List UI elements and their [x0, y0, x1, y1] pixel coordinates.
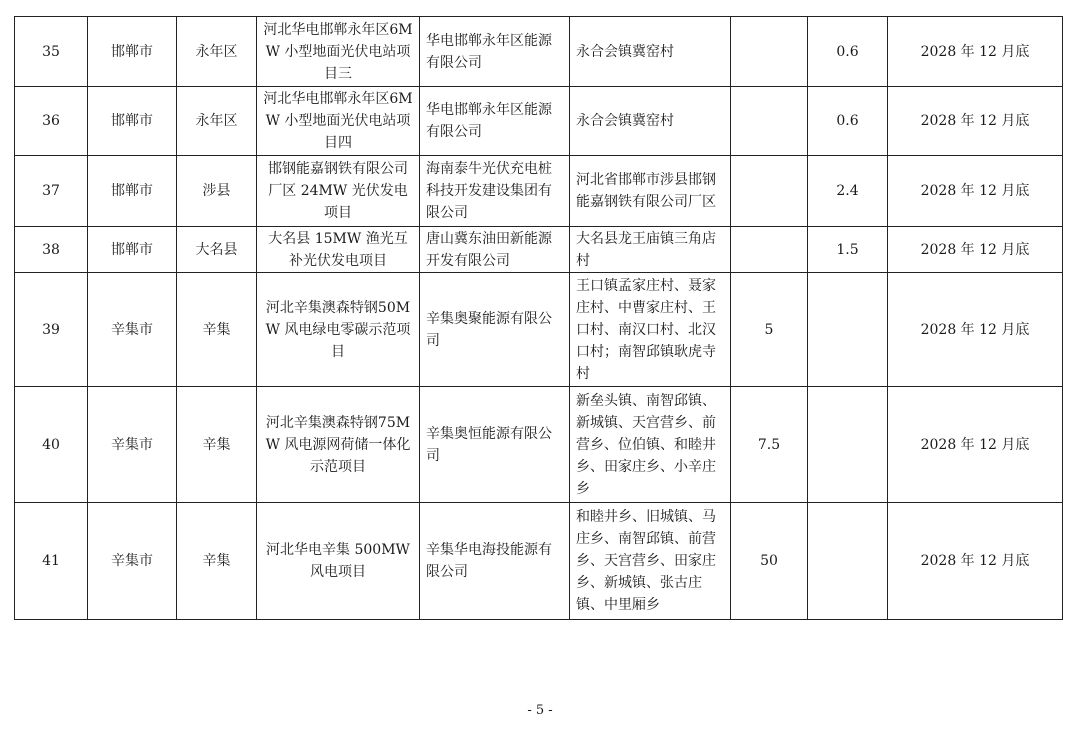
wind-capacity-cell: [731, 17, 808, 87]
city-cell: 辛集市: [88, 503, 177, 620]
solar-capacity-cell: 0.6: [808, 17, 888, 87]
county-cell: 辛集: [177, 387, 257, 503]
solar-capacity-cell: 1.5: [808, 227, 888, 273]
wind-capacity-cell: [731, 156, 808, 227]
company-cell: 辛集奥恒能源有限公司: [420, 387, 570, 503]
row-number: 36: [15, 87, 88, 156]
location-cell: 王口镇孟家庄村、聂家庄村、中曹家庄村、王口村、南汉口村、北汉口村；南智邱镇耿虎寺村: [570, 273, 731, 387]
wind-capacity-cell: 5: [731, 273, 808, 387]
row-number: 37: [15, 156, 88, 227]
deadline-cell: 2028 年 12 月底: [888, 387, 1063, 503]
solar-capacity-cell: 0.6: [808, 87, 888, 156]
wind-capacity-cell: 50: [731, 503, 808, 620]
row-number: 41: [15, 503, 88, 620]
county-cell: 永年区: [177, 87, 257, 156]
company-cell: 华电邯郸永年区能源有限公司: [420, 87, 570, 156]
company-cell: 唐山冀东油田新能源开发有限公司: [420, 227, 570, 273]
row-number: 40: [15, 387, 88, 503]
city-cell: 邯郸市: [88, 227, 177, 273]
deadline-cell: 2028 年 12 月底: [888, 87, 1063, 156]
table-row: [15, 273, 1063, 387]
company-cell: 华电邯郸永年区能源有限公司: [420, 17, 570, 87]
city-cell: 邯郸市: [88, 17, 177, 87]
county-cell: 辛集: [177, 503, 257, 620]
solar-capacity-cell: [808, 387, 888, 503]
page-number: - 5 -: [527, 703, 553, 718]
table-row: [15, 87, 1063, 156]
company-cell: 辛集华电海投能源有限公司: [420, 503, 570, 620]
location-cell: 大名县龙王庙镇三角店村: [570, 227, 731, 273]
project-table: [14, 16, 1063, 620]
project-name-cell: 大名县 15MW 渔光互补光伏发电项目: [257, 227, 420, 273]
city-cell: 邯郸市: [88, 87, 177, 156]
solar-capacity-cell: 2.4: [808, 156, 888, 227]
deadline-cell: 2028 年 12 月底: [888, 156, 1063, 227]
project-name-cell: 邯钢能嘉钢铁有限公司厂区 24MW 光伏发电项目: [257, 156, 420, 227]
table-row: [15, 227, 1063, 273]
deadline-cell: 2028 年 12 月底: [888, 273, 1063, 387]
project-name-cell: 河北华电邯郸永年区6MW 小型地面光伏电站项目三: [257, 17, 420, 87]
city-cell: 辛集市: [88, 387, 177, 503]
table-row: [15, 156, 1063, 227]
wind-capacity-cell: [731, 227, 808, 273]
county-cell: 辛集: [177, 273, 257, 387]
wind-capacity-cell: 7.5: [731, 387, 808, 503]
city-cell: 辛集市: [88, 273, 177, 387]
solar-capacity-cell: [808, 503, 888, 620]
company-cell: 辛集奥聚能源有限公司: [420, 273, 570, 387]
row-number: 39: [15, 273, 88, 387]
deadline-cell: 2028 年 12 月底: [888, 17, 1063, 87]
project-name-cell: 河北华电辛集 500MW 风电项目: [257, 503, 420, 620]
row-number: 38: [15, 227, 88, 273]
location-cell: 永合会镇冀窑村: [570, 87, 731, 156]
solar-capacity-cell: [808, 273, 888, 387]
county-cell: 永年区: [177, 17, 257, 87]
table-row: [15, 387, 1063, 503]
project-name-cell: 河北辛集澳森特钢75MW 风电源网荷储一体化示范项目: [257, 387, 420, 503]
location-cell: 和睦井乡、旧城镇、马庄乡、南智邱镇、前营乡、天宫营乡、田家庄乡、新城镇、张古庄镇、中里厢乡: [570, 503, 731, 620]
company-cell: 海南泰牛光伏充电桩科技开发建设集团有限公司: [420, 156, 570, 227]
project-name-cell: 河北华电邯郸永年区6MW 小型地面光伏电站项目四: [257, 87, 420, 156]
wind-capacity-cell: [731, 87, 808, 156]
table-row: [15, 503, 1063, 620]
row-number: 35: [15, 17, 88, 87]
deadline-cell: 2028 年 12 月底: [888, 503, 1063, 620]
location-cell: 永合会镇冀窑村: [570, 17, 731, 87]
project-name-cell: 河北辛集澳森特钢50MW 风电绿电零碳示范项目: [257, 273, 420, 387]
location-cell: 河北省邯郸市涉县邯钢能嘉钢铁有限公司厂区: [570, 156, 731, 227]
county-cell: 大名县: [177, 227, 257, 273]
deadline-cell: 2028 年 12 月底: [888, 227, 1063, 273]
location-cell: 新垒头镇、南智邱镇、新城镇、天宫营乡、前营乡、位伯镇、和睦井乡、田家庄乡、小辛庄乡: [570, 387, 731, 503]
table-row: [15, 17, 1063, 87]
city-cell: 邯郸市: [88, 156, 177, 227]
county-cell: 涉县: [177, 156, 257, 227]
